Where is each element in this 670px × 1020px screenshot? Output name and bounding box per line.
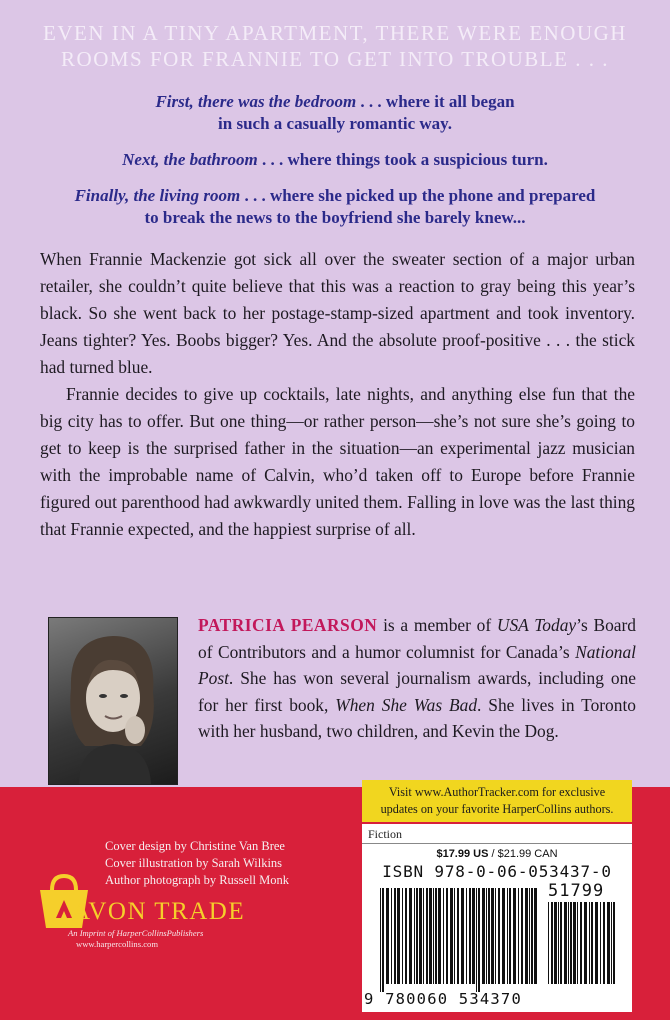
barcode-panel	[362, 824, 632, 1012]
price-code: 51799	[548, 881, 605, 901]
barcode-bar	[495, 888, 496, 984]
barcode-bar	[488, 888, 490, 984]
synopsis-paragraph-2: Frannie decides to give up cocktails, late nights, and anything else fun that the big city has to offer. But one thing—or rather person—she’s not sure she’s going to get to keep is the surprised father in the situation—an experimental jazz musician with the improbable name of Calvin, who’d taken off to Europe before Frannie figured out parenthood had awkwardly united them. Falling in love was the last thing that Frannie expected, and the happiest surprise of all.	[40, 384, 635, 539]
teaser-block	[30, 91, 640, 243]
synopsis-paragraph-1: When Frannie Mackenzie got sick all over the sweater section of a major urban retailer, she couldn’t quite believe that this was a reaction to gray being this year’s black. So she went back to her postage-stamp-sized apartment and took inventory. Jeans tighter? Yes. Boobs bigger? Yes. And the absolute proof-positive . . . the stick had turned blue.	[40, 249, 635, 377]
teaser-bedroom	[30, 91, 640, 135]
barcode-bar	[558, 902, 559, 984]
barcode-bar	[461, 888, 464, 984]
bio-text: . She has won several journalism awards, including one for her first book,	[198, 668, 636, 715]
teaser-lead: First, there was the bedroom	[155, 92, 357, 111]
teaser-text: to break the news to the boyfriend she barely knew...	[144, 208, 526, 227]
price-separator: /	[488, 848, 498, 860]
price-line	[362, 848, 632, 860]
barcode-bar	[409, 888, 412, 984]
barcode-bar	[498, 888, 500, 984]
panel-divider	[362, 843, 632, 844]
barcode-bar	[402, 888, 403, 984]
barcode-bar	[397, 888, 400, 984]
bio-publication: USA Today	[496, 615, 577, 635]
barcode-bar	[438, 888, 441, 984]
barcode-bar	[529, 888, 530, 984]
barcode-bar	[394, 888, 396, 984]
synopsis	[40, 246, 635, 543]
barcode-bar	[568, 902, 569, 984]
credit-illustration: Cover illustration by Sarah Wilkins	[105, 856, 283, 870]
barcode-bar	[507, 888, 508, 984]
barcode-bar	[607, 902, 610, 984]
barcode-bar	[386, 888, 389, 984]
barcode-bar	[433, 888, 434, 984]
teaser-lead: Finally, the living room	[74, 186, 241, 205]
barcode-bar	[577, 902, 578, 984]
barcode-bar	[613, 902, 615, 984]
barcode-bar	[611, 902, 612, 984]
barcode-bar	[478, 888, 480, 992]
barcode-bar	[513, 888, 516, 984]
barcode-bar	[443, 888, 444, 984]
teaser-text: . . . where she picked up the phone and prepared	[240, 186, 596, 205]
tracker-line-1: Visit www.AuthorTracker.com for exclusive	[388, 785, 606, 799]
headline	[0, 20, 670, 72]
author-name: PATRICIA PEARSON	[198, 615, 378, 635]
category-label: Fiction	[368, 827, 403, 841]
barcode-bar	[454, 888, 455, 984]
teaser-bathroom	[30, 149, 640, 171]
barcode-bar	[486, 888, 487, 984]
barcode-bar	[446, 888, 448, 984]
barcode-bar	[472, 888, 475, 984]
barcode-bar	[391, 888, 392, 984]
barcode-bar	[509, 888, 511, 984]
tracker-line-2: updates on your favorite HarperCollins authors.	[380, 802, 614, 816]
barcode-bar	[591, 902, 593, 984]
barcode-digits: 9 780060 534370	[364, 990, 522, 1008]
barcode-bar	[502, 888, 505, 984]
barcode-bar	[405, 888, 407, 984]
barcode-bar	[423, 888, 424, 984]
barcode-bar	[382, 888, 384, 992]
barcode-bar	[525, 888, 528, 984]
bio-text: ’s Board of Contributors and a humor columnist for Canada’s	[198, 615, 636, 662]
barcode-bar	[573, 902, 576, 984]
teaser-text: in such a casually romantic way.	[218, 114, 452, 133]
headline-line-2: ROOMS FOR FRANNIE TO GET INTO TROUBLE . . .	[61, 47, 609, 71]
barcode-bar	[570, 902, 572, 984]
barcode-bar	[518, 888, 519, 984]
barcode-bar	[380, 888, 381, 992]
bio-text: . She lives in Toronto with her husband, two children, and Kevin the Dog.	[198, 694, 636, 741]
barcode-bar	[551, 902, 553, 984]
bio-text: is a member of	[377, 615, 497, 635]
barcode-bar	[531, 888, 533, 984]
barcode-bar	[450, 888, 453, 984]
barcode-bar	[426, 888, 428, 984]
barcode-bar	[414, 888, 415, 984]
barcode-bar	[466, 888, 467, 984]
imprint-url: www.harpercollins.com	[76, 939, 159, 949]
credit-design: Cover design by Christine Van Bree	[105, 839, 285, 853]
barcode-addon-icon	[548, 902, 618, 992]
barcode-bar	[595, 902, 598, 984]
barcode-bar	[560, 902, 562, 984]
barcode-bar	[435, 888, 437, 984]
author-photo	[48, 617, 178, 785]
headline-line-1: EVEN IN A TINY APARTMENT, THERE WERE ENOUGH	[43, 21, 627, 45]
imprint-tagline: An Imprint of HarperCollinsPublishers	[68, 928, 204, 938]
imprint-name: AVON TRADE	[72, 898, 246, 925]
price-can: $21.99 CAN	[497, 848, 558, 860]
barcode-bar	[469, 888, 471, 984]
bio-publication: National Post	[198, 641, 636, 688]
barcode-bar	[564, 902, 567, 984]
teaser-text: . . . where things took a suspicious turn.	[257, 150, 548, 169]
barcode-bar	[534, 888, 537, 984]
teaser-lead: Next, the bathroom	[122, 150, 258, 169]
bio-book-title: When She Was Bad	[335, 694, 478, 715]
barcode-bar	[476, 888, 477, 992]
barcode-bar	[491, 888, 494, 984]
cover-credits	[105, 838, 289, 889]
barcode-bar	[584, 902, 587, 984]
barcode-bar	[419, 888, 422, 984]
barcode-bar	[457, 888, 459, 984]
barcode-bar	[600, 902, 601, 984]
credit-photo: Author photograph by Russell Monk	[105, 873, 290, 887]
author-portrait-icon	[49, 618, 177, 784]
author-bio	[198, 612, 636, 745]
barcode-bar	[580, 902, 582, 984]
author-tracker-banner	[362, 780, 632, 822]
barcode-bar	[416, 888, 418, 984]
barcode-bar	[548, 902, 549, 984]
barcode-bar	[521, 888, 523, 984]
teaser-living-room	[30, 185, 640, 229]
barcode-bar	[482, 888, 485, 984]
barcode-bar	[429, 888, 432, 984]
barcode-bar	[603, 902, 605, 984]
barcode-bar	[589, 902, 590, 984]
price-us: $17.99 US	[436, 848, 489, 860]
teaser-text: . . . where it all began	[356, 92, 515, 111]
barcode-bar	[554, 902, 557, 984]
barcode-main-icon	[380, 888, 540, 992]
isbn-number: ISBN 978-0-06-053437-0	[382, 862, 612, 881]
